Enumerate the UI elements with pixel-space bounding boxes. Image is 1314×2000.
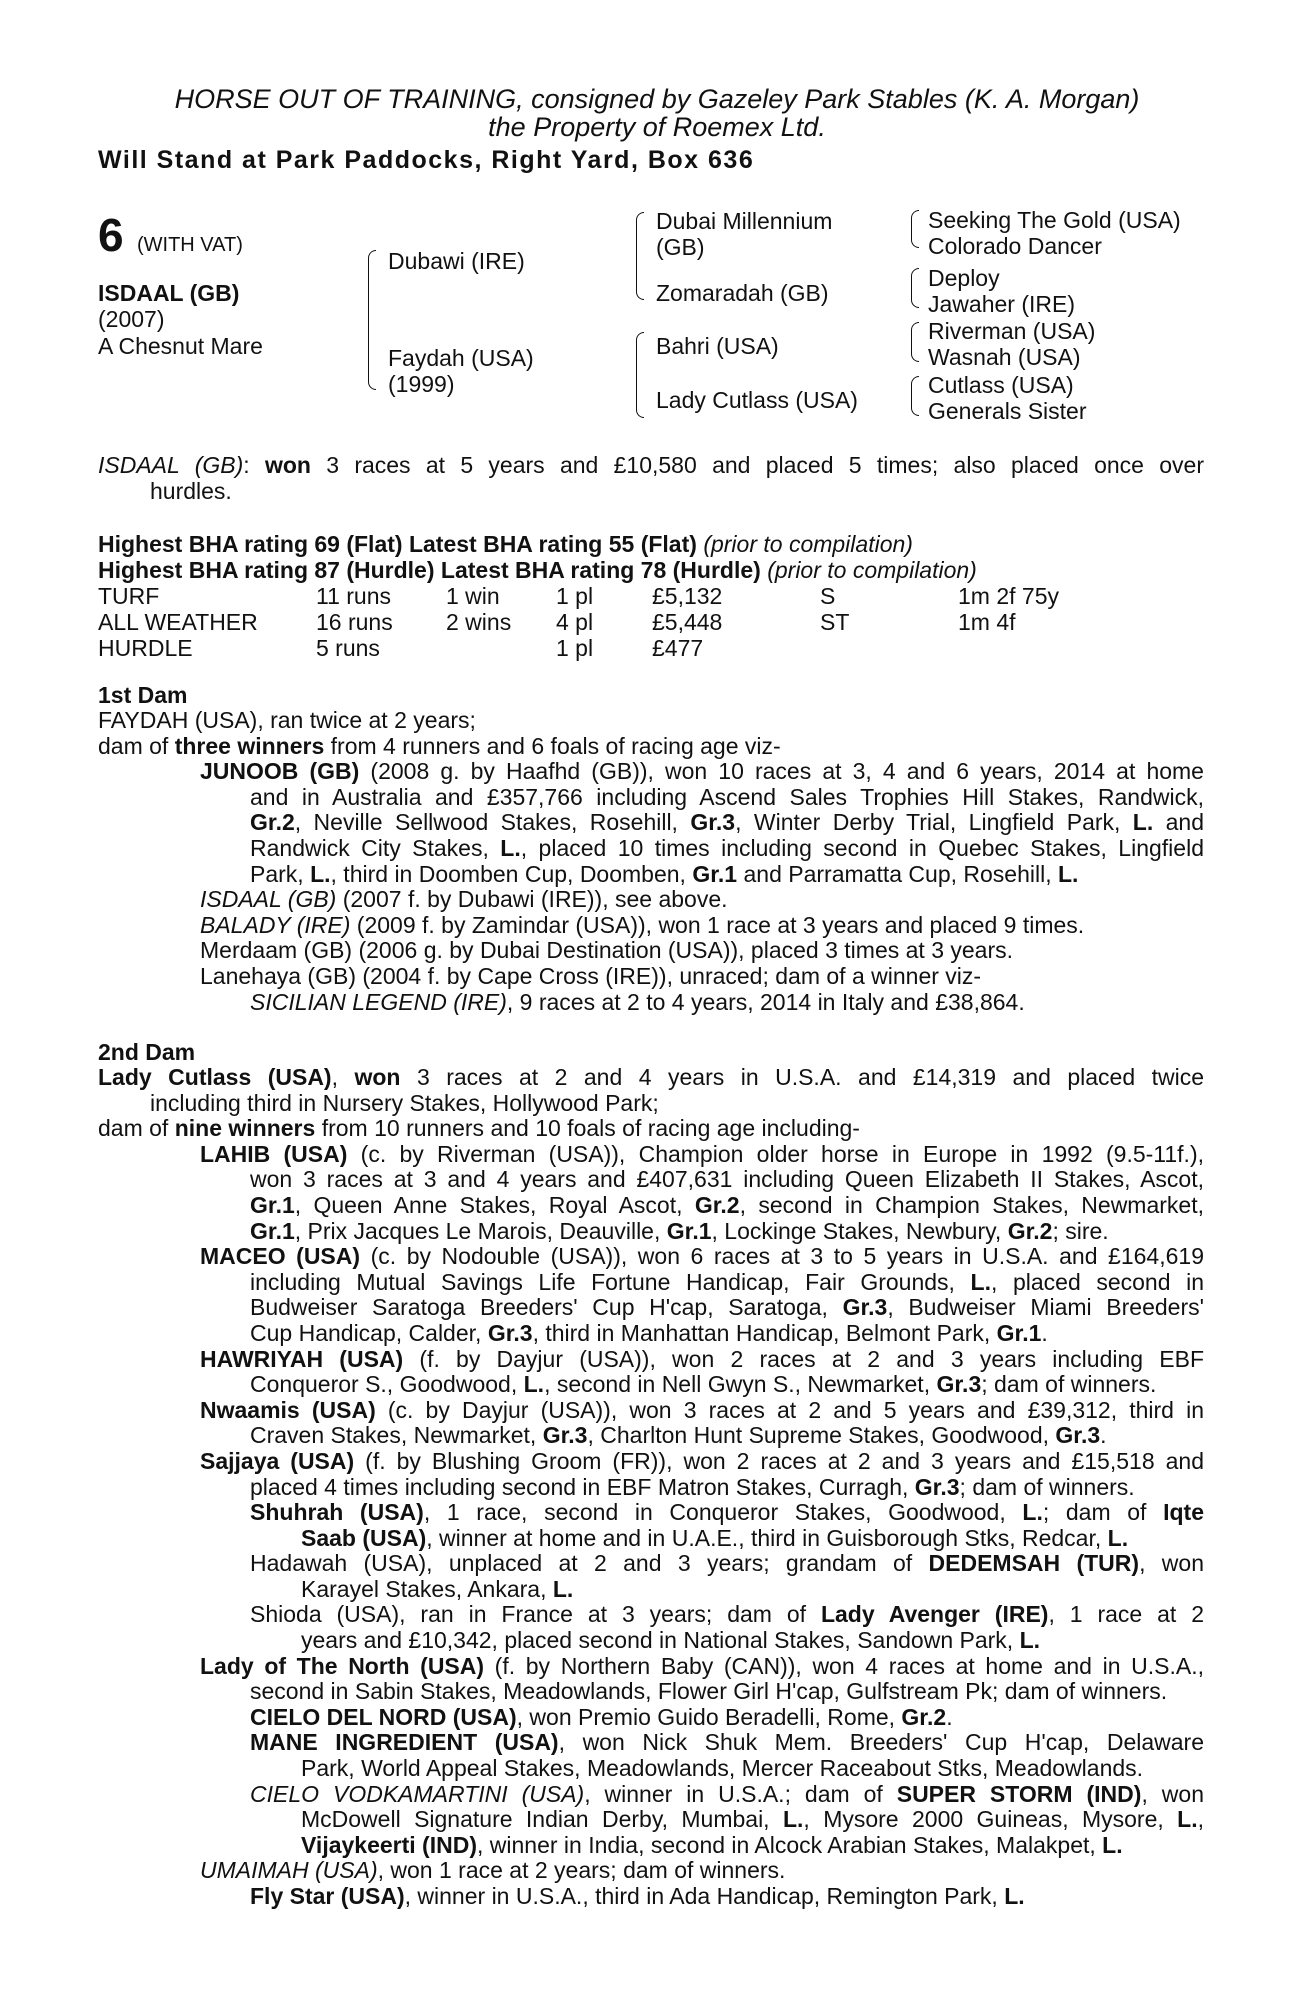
record-surface: ALL WEATHER (98, 609, 258, 635)
record-surface: TURF (98, 583, 160, 609)
record-prize: £5,448 (652, 609, 723, 635)
pedigree-g3-6: Wasnah (USA) (928, 344, 1081, 370)
pedigree-sire-sire-country: (GB) (656, 234, 705, 260)
second-dam-section: Lady Cutlass (USA), won 3 races at 2 and 4 years in U.S.A. and £14,319 and placed twice including third in Nursery Stakes, Hollywood Park; dam of nine winners from 10 runners and 10 foals of racing age including- LAHIB (USA) (c. by Riverman (USA)), Champion older horse in Europe in 1992 (9.5-11f.), won 3 races at 3 and 4 years and £407,631 including Queen Elizabeth II Stakes, Ascot, Gr.1, Queen Anne Stakes, Royal Ascot, Gr.2, second in Champion Stakes, Newmarket, Gr.1, Prix Jacques Le Marois, Deauville, Gr.1, Lockinge Stakes, Newbury, Gr.2; sire. MACEO (USA) (c. by Nodouble (USA)), won 6 races at 3 to 5 years in U.S.A. and £164,619 including Mutual Savings Life Fortune Handicap, Fair Grounds, L., placed second in Budweiser Saratoga Breeders' Cup H'cap, Saratoga, Gr.3, Budweiser Miami Breeders' Cup Handicap, Calder, Gr.3, third in Manhattan Handicap, Belmont Park, Gr.1. HAWRIYAH (USA) (f. by Dayjur (USA)), won 2 races at 2 and 3 years including EBF Conqueror S., Goodwood, L., second in Nell Gwyn S., Newmarket, Gr.3; dam of winners. Nwaamis (USA) (c. by Dayjur (USA)), won 3 races at 2 and 5 years and £39,312, third in Craven Stakes, Newmarket, Gr.3, Charlton Hunt Supreme Stakes, Goodwood, Gr.3. Sajjaya (USA) (f. by Blushing Groom (FR)), won 2 races at 2 and 3 years and £15,518 and placed 4 times including second in EBF Matron Stakes, Curragh, Gr.3; dam of winners. Shuhrah (USA), 1 race, second in Conqueror Stakes, Goodwood, L.; dam of Iqte Saab (USA), winner at home and in U.A.E., third in Guisborough Stks, Redcar, L. Hadawah (USA), unplaced at 2 and 3 years; grandam of DEDEMSAH (TUR), won Karayel Stakes, Ankara, L. Shioda (USA), ran in France at 3 years; dam of Lady Avenger (IRE), 1 race at 2 years and £10,342, placed second in National Stakes, Sandown Park, L. Lady of The North (USA) (f. by Northern Baby (CAN)), won 4 races at home and in U.S.A., second in Sabin Stakes, Meadowlands, Flower Girl H'cap, Gulfstream Pk; dam of winners. CIELO DEL NORD (USA), won Premio Guido Beradelli, Rome, Gr.2. MANE INGREDIENT (USA), won Nick Shuk Mem. Breeders' Cup H'cap, Delaware Park, World Appeal Stakes, Meadowlands, Mercer Raceabout Stks, Meadowlands. CIELO VODKAMARTINI (USA), winner in U.S.A.; dam of SUPER STORM (IND), won McDowell Signature Indian Derby, Mumbai, L., Mysore 2000 Guineas, Mysore, L., Vijaykeerti (IND), winner in India, second in Alcock Arabian Stakes, Malakpet, L. UMAIMAH (USA), won 1 race at 2 years; dam of winners. Fly Star (USA), winner in U.S.A., third in Ada Handicap, Remington Park, L. (98, 1064, 1205, 1909)
pedigree-sire-dam: Zomaradah (GB) (656, 280, 829, 306)
rating-flat: Highest BHA rating 69 (Flat) Latest BHA rating 55 (Flat) (prior to compilation) (98, 531, 913, 557)
record-prize: £5,132 (652, 583, 723, 609)
horse-year: (2007) (98, 306, 165, 332)
pedigree-g3-5: Riverman (USA) (928, 318, 1096, 344)
second-dam-heading: 2nd Dam (98, 1039, 196, 1065)
pedigree-bracket-2 (911, 268, 919, 308)
pedigree-bracket-gen1 (368, 250, 376, 390)
pedigree-g3-3: Deploy (928, 265, 1000, 291)
pedigree-bracket-dam (636, 332, 644, 418)
pedigree-g3-1: Seeking The Gold (USA) (928, 207, 1181, 233)
header-location: Will Stand at Park Paddocks, Right Yard, Box 636 (98, 146, 755, 174)
record-distance: 1m 4f (958, 609, 1016, 635)
pedigree-bracket-1 (911, 210, 919, 248)
pedigree-g3-4: Jawaher (IRE) (928, 291, 1075, 317)
pedigree-bracket-3 (911, 322, 919, 362)
record-runs: 16 runs (316, 609, 393, 635)
first-dam-section: FAYDAH (USA), ran twice at 2 years; dam of three winners from 4 runners and 6 foals of racing age viz- JUNOOB (GB) (2008 g. by Haafhd (GB)), won 10 races at 3, 4 and 6 years, 2014 at home and in Australia and £357,766 including Ascend Sales Trophies Hill Stakes, Randwick, Gr.2, Neville Sellwood Stakes, Rosehill, Gr.3, Winter Derby Trial, Lingfield Park, L. and Randwick City Stakes, L., placed 10 times including second in Quebec Stakes, Lingfield Park, L., third in Doomben Cup, Doomben, Gr.1 and Parramatta Cup, Rosehill, L. ISDAAL (GB) (2007 f. by Dubawi (IRE)), see above. BALADY (IRE) (2009 f. by Zamindar (USA)), won 1 race at 3 years and placed 9 times. Merdaam (GB) (2006 g. by Dubai Destination (USA)), placed 3 times at 3 years. Lanehaya (GB) (2004 f. by Cape Cross (IRE)), unraced; dam of a winner viz- SICILIAN LEGEND (IRE), 9 races at 2 to 4 years, 2014 in Italy and £38,864. (98, 707, 1205, 1015)
pedigree-sire: Dubawi (IRE) (388, 248, 525, 274)
pedigree-dam-year: (1999) (388, 371, 455, 397)
record-runs: 5 runs (316, 635, 380, 661)
rating-hurdle: Highest BHA rating 87 (Hurdle) Latest BHA rating 78 (Hurdle) (prior to compilation) (98, 557, 977, 583)
record-wins: 1 win (446, 583, 500, 609)
header-consignor: HORSE OUT OF TRAINING, consigned by Gazeley Park Stables (K. A. Morgan) (174, 84, 1140, 114)
summary-text-2: hurdles. (150, 477, 232, 504)
record-surface: HURDLE (98, 635, 193, 661)
record-distance: 1m 2f 75y (958, 583, 1059, 609)
record-runs: 11 runs (316, 583, 392, 609)
horse-description: A Chesnut Mare (98, 333, 263, 359)
race-summary: ISDAAL (GB): won 3 races at 5 years and £10,580 and placed 5 times; also placed once over hurdles. (98, 452, 1205, 504)
pedigree-sire-sire: Dubai Millennium (656, 208, 833, 234)
summary-text: 3 races at 5 years and £10,580 and placed 5 times; also placed once over (310, 452, 1205, 478)
header-property: the Property of Roemex Ltd. (488, 112, 826, 142)
record-going: ST (820, 609, 850, 635)
pedigree-bracket-4 (911, 376, 919, 416)
record-placed: 1 pl (556, 583, 594, 609)
pedigree-g3-7: Cutlass (USA) (928, 372, 1074, 398)
horse-name: ISDAAL (GB) (98, 280, 240, 306)
pedigree-bracket-sire (636, 212, 644, 300)
lot-vat: (WITH VAT) (137, 234, 243, 256)
pedigree-dam-sire: Bahri (USA) (656, 333, 779, 359)
record-placed: 4 pl (556, 609, 594, 635)
summary-won: won (264, 452, 311, 478)
pedigree-g3-8: Generals Sister (928, 398, 1087, 424)
lot-number: 6 (98, 209, 124, 261)
record-prize: £477 (652, 635, 704, 661)
pedigree-dam: Faydah (USA) (388, 345, 534, 371)
summary-name: ISDAAL (GB) (98, 452, 244, 478)
pedigree-dam-dam: Lady Cutlass (USA) (656, 387, 858, 413)
record-going: S (820, 583, 836, 609)
pedigree-g3-2: Colorado Dancer (928, 233, 1102, 259)
first-dam-heading: 1st Dam (98, 682, 188, 708)
record-wins: 2 wins (446, 609, 512, 635)
record-placed: 1 pl (556, 635, 594, 661)
